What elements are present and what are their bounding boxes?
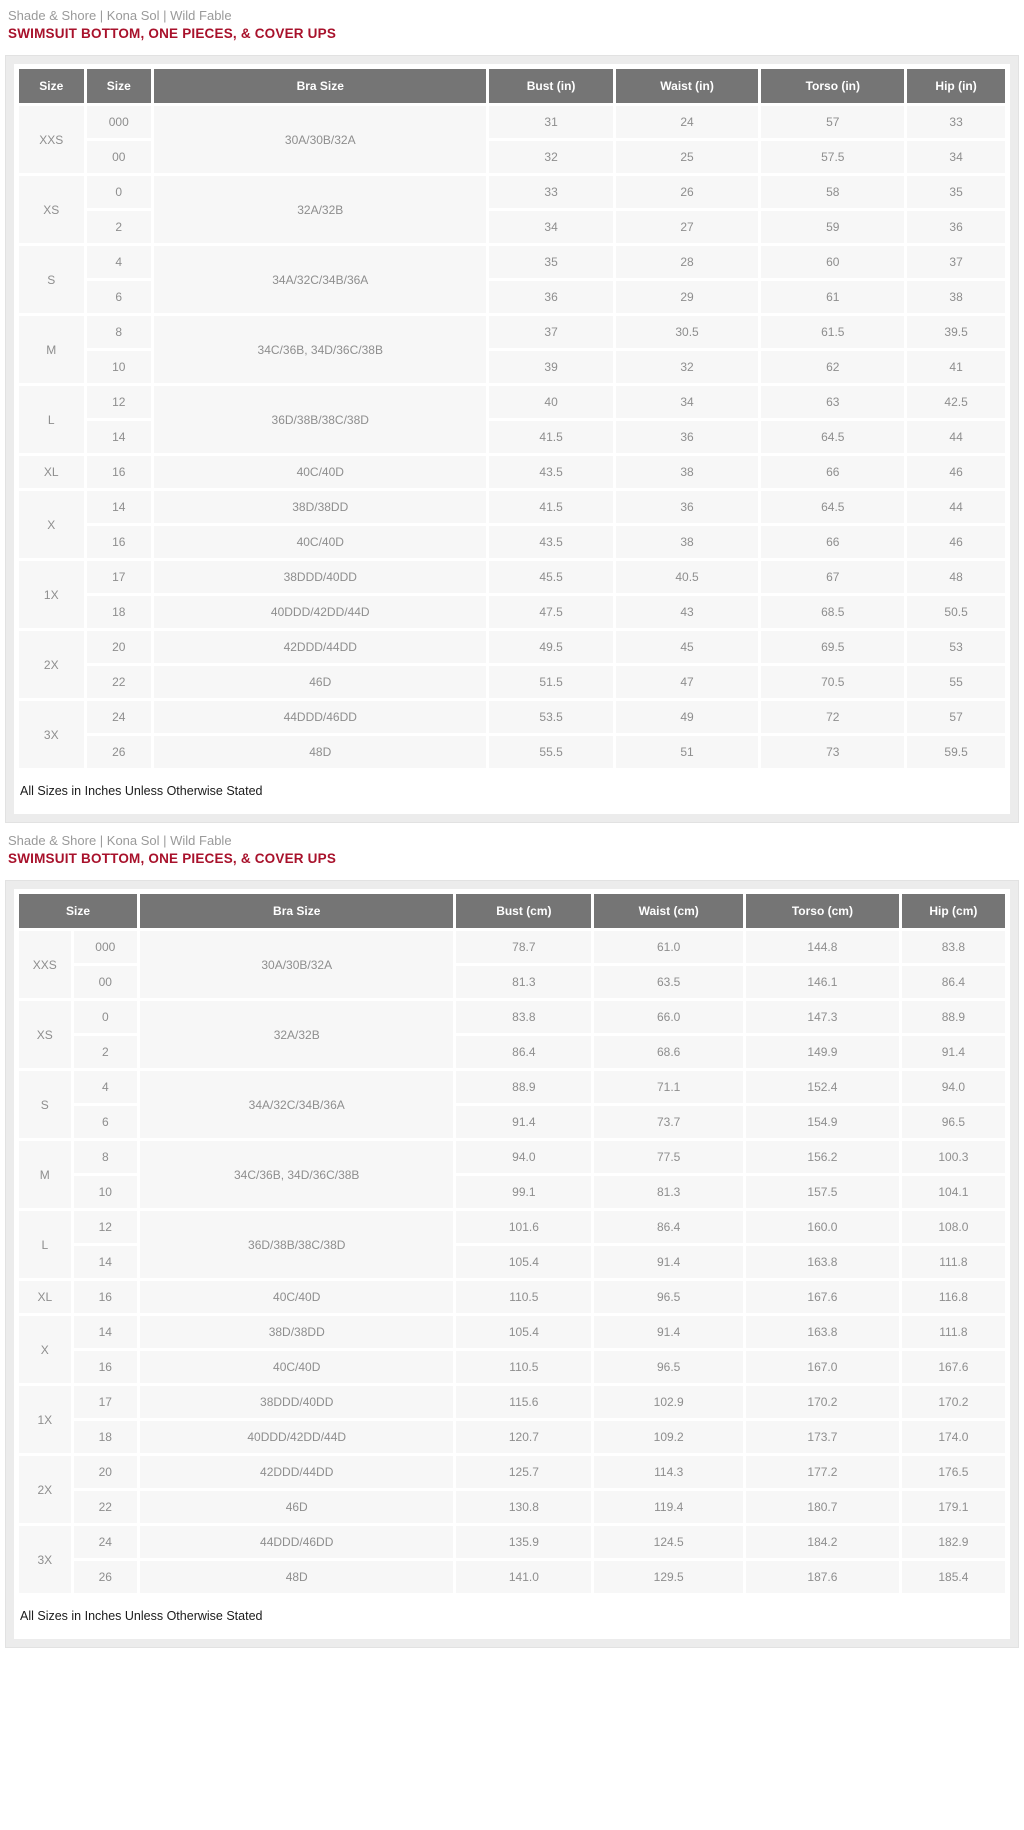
hip-cell: 39.5	[907, 316, 1005, 348]
bra-size-cell: 34A/32C/34B/36A	[154, 246, 486, 313]
bust-cell: 120.7	[456, 1421, 591, 1453]
table-row	[19, 526, 1005, 558]
bust-cell: 110.5	[456, 1351, 591, 1383]
table-row	[19, 561, 1005, 593]
bra-size-cell: 42DDD/44DD	[140, 1456, 453, 1488]
waist-cell: 40.5	[616, 561, 759, 593]
hip-cell: 34	[907, 141, 1005, 173]
waist-cell: 36	[616, 491, 759, 523]
size-number-cell: 17	[74, 1386, 137, 1418]
torso-cell: 64.5	[761, 421, 904, 453]
column-header: Torso (in)	[761, 69, 904, 103]
table-row	[19, 736, 1005, 768]
waist-cell: 119.4	[594, 1491, 743, 1523]
column-header: Size	[19, 894, 137, 928]
bust-cell: 40	[489, 386, 612, 418]
size-number-cell: 14	[87, 421, 152, 453]
torso-cell: 167.0	[746, 1351, 899, 1383]
bust-cell: 31	[489, 106, 612, 138]
bra-size-cell: 38DDD/40DD	[154, 561, 486, 593]
size-letter-cell: 1X	[19, 561, 84, 628]
torso-cell: 146.1	[746, 966, 899, 998]
waist-cell: 63.5	[594, 966, 743, 998]
bust-cell: 49.5	[489, 631, 612, 663]
size-number-cell: 16	[74, 1281, 137, 1313]
waist-cell: 27	[616, 211, 759, 243]
bust-cell: 55.5	[489, 736, 612, 768]
waist-cell: 25	[616, 141, 759, 173]
bust-cell: 105.4	[456, 1246, 591, 1278]
hip-cell: 185.4	[902, 1561, 1005, 1593]
size-number-cell: 10	[74, 1176, 137, 1208]
waist-cell: 129.5	[594, 1561, 743, 1593]
size-number-cell: 4	[87, 246, 152, 278]
torso-cell: 156.2	[746, 1141, 899, 1173]
hip-cell: 88.9	[902, 1001, 1005, 1033]
size-number-cell: 26	[74, 1561, 137, 1593]
hip-cell: 104.1	[902, 1176, 1005, 1208]
table-row	[19, 596, 1005, 628]
hip-cell: 50.5	[907, 596, 1005, 628]
bust-cell: 115.6	[456, 1386, 591, 1418]
size-table-mount-cm	[16, 891, 1008, 1596]
column-header: Bust (cm)	[456, 894, 591, 928]
torso-cell: 61	[761, 281, 904, 313]
bust-cell: 86.4	[456, 1036, 591, 1068]
header-row	[19, 894, 1005, 928]
size-letter-cell: L	[19, 386, 84, 453]
size-letter-cell: XS	[19, 1001, 71, 1068]
bra-size-cell: 32A/32B	[154, 176, 486, 243]
waist-cell: 36	[616, 421, 759, 453]
waist-cell: 73.7	[594, 1106, 743, 1138]
torso-cell: 67	[761, 561, 904, 593]
waist-cell: 26	[616, 176, 759, 208]
hip-cell: 94.0	[902, 1071, 1005, 1103]
table-row	[19, 1211, 1005, 1243]
bust-cell: 125.7	[456, 1456, 591, 1488]
hip-cell: 182.9	[902, 1526, 1005, 1558]
size-number-cell: 0	[87, 176, 152, 208]
page-title: SWIMSUIT BOTTOM, ONE PIECES, & COVER UPS	[8, 851, 337, 866]
table-row	[19, 491, 1005, 523]
hip-cell: 174.0	[902, 1421, 1005, 1453]
hip-cell: 57	[907, 701, 1005, 733]
size-number-cell: 00	[74, 966, 137, 998]
bra-size-cell: 46D	[140, 1491, 453, 1523]
column-header: Waist (in)	[616, 69, 759, 103]
torso-cell: 60	[761, 246, 904, 278]
size-number-cell: 22	[87, 666, 152, 698]
torso-cell: 66	[761, 526, 904, 558]
hip-cell: 167.6	[902, 1351, 1005, 1383]
waist-cell: 114.3	[594, 1456, 743, 1488]
bust-cell: 91.4	[456, 1106, 591, 1138]
bust-cell: 141.0	[456, 1561, 591, 1593]
size-number-cell: 000	[87, 106, 152, 138]
hip-cell: 38	[907, 281, 1005, 313]
bust-cell: 35	[489, 246, 612, 278]
bra-size-cell: 40C/40D	[140, 1351, 453, 1383]
torso-cell: 66	[761, 456, 904, 488]
table-row	[19, 1456, 1005, 1488]
bra-size-cell: 40DDD/42DD/44D	[140, 1421, 453, 1453]
brand-breadcrumb: Shade & Shore | Kona Sol | Wild Fable	[8, 8, 232, 23]
bust-cell: 78.7	[456, 931, 591, 963]
size-chart-section-inches	[0, 8, 1024, 823]
size-chart-section-cm	[0, 833, 1024, 1648]
table-row	[19, 1141, 1005, 1173]
waist-cell: 49	[616, 701, 759, 733]
size-number-cell: 6	[87, 281, 152, 313]
size-number-cell: 000	[74, 931, 137, 963]
size-number-cell: 24	[87, 701, 152, 733]
waist-cell: 51	[616, 736, 759, 768]
table-row	[19, 386, 1005, 418]
size-letter-cell: XXS	[19, 931, 71, 998]
size-table-mount-inches	[16, 66, 1008, 771]
column-header: Hip (cm)	[902, 894, 1005, 928]
torso-cell: 160.0	[746, 1211, 899, 1243]
page-title: SWIMSUIT BOTTOM, ONE PIECES, & COVER UPS	[8, 26, 337, 41]
bust-cell: 41.5	[489, 421, 612, 453]
bra-size-cell: 30A/30B/32A	[154, 106, 486, 173]
waist-cell: 43	[616, 596, 759, 628]
hip-cell: 36	[907, 211, 1005, 243]
size-number-cell: 24	[74, 1526, 137, 1558]
waist-cell: 24	[616, 106, 759, 138]
torso-cell: 187.6	[746, 1561, 899, 1593]
bust-cell: 34	[489, 211, 612, 243]
hip-cell: 179.1	[902, 1491, 1005, 1523]
size-letter-cell: XS	[19, 176, 84, 243]
waist-cell: 91.4	[594, 1246, 743, 1278]
waist-cell: 102.9	[594, 1386, 743, 1418]
bust-cell: 37	[489, 316, 612, 348]
waist-cell: 77.5	[594, 1141, 743, 1173]
hip-cell: 48	[907, 561, 1005, 593]
size-letter-cell: 3X	[19, 701, 84, 768]
size-letter-cell: XXS	[19, 106, 84, 173]
column-header: Size	[19, 69, 84, 103]
torso-cell: 167.6	[746, 1281, 899, 1313]
size-letter-cell: X	[19, 491, 84, 558]
table-row	[19, 1281, 1005, 1313]
size-letter-cell: 2X	[19, 631, 84, 698]
hip-cell: 53	[907, 631, 1005, 663]
bra-size-cell: 48D	[154, 736, 486, 768]
size-number-cell: 12	[87, 386, 152, 418]
bust-cell: 83.8	[456, 1001, 591, 1033]
bra-size-cell: 40DDD/42DD/44D	[154, 596, 486, 628]
column-header: Waist (cm)	[594, 894, 743, 928]
size-letter-cell: XL	[19, 1281, 71, 1313]
size-number-cell: 8	[87, 316, 152, 348]
torso-cell: 147.3	[746, 1001, 899, 1033]
bra-size-cell: 44DDD/46DD	[154, 701, 486, 733]
hip-cell: 55	[907, 666, 1005, 698]
bust-cell: 88.9	[456, 1071, 591, 1103]
table-row	[19, 1316, 1005, 1348]
size-letter-cell: XL	[19, 456, 84, 488]
bust-cell: 53.5	[489, 701, 612, 733]
table-row	[19, 316, 1005, 348]
table-row	[19, 1071, 1005, 1103]
brand-breadcrumb: Shade & Shore | Kona Sol | Wild Fable	[8, 833, 232, 848]
waist-cell: 68.6	[594, 1036, 743, 1068]
waist-cell: 86.4	[594, 1211, 743, 1243]
torso-cell: 57.5	[761, 141, 904, 173]
torso-cell: 180.7	[746, 1491, 899, 1523]
waist-cell: 38	[616, 456, 759, 488]
table-row	[19, 1526, 1005, 1558]
bra-size-cell: 32A/32B	[140, 1001, 453, 1068]
waist-cell: 32	[616, 351, 759, 383]
table-container	[14, 889, 1010, 1639]
size-letter-cell: S	[19, 1071, 71, 1138]
size-number-cell: 22	[74, 1491, 137, 1523]
size-letter-cell: M	[19, 1141, 71, 1208]
hip-cell: 86.4	[902, 966, 1005, 998]
waist-cell: 66.0	[594, 1001, 743, 1033]
size-letter-cell: X	[19, 1316, 71, 1383]
hip-cell: 37	[907, 246, 1005, 278]
waist-cell: 29	[616, 281, 759, 313]
hip-cell: 44	[907, 491, 1005, 523]
size-letter-cell: 2X	[19, 1456, 71, 1523]
waist-cell: 28	[616, 246, 759, 278]
sizes-note: All Sizes in Inches Unless Otherwise Stated	[16, 771, 1008, 814]
bust-cell: 41.5	[489, 491, 612, 523]
column-header: Torso (cm)	[746, 894, 899, 928]
table-row	[19, 1351, 1005, 1383]
bust-cell: 45.5	[489, 561, 612, 593]
size-letter-cell: 3X	[19, 1526, 71, 1593]
bust-cell: 51.5	[489, 666, 612, 698]
hip-cell: 111.8	[902, 1316, 1005, 1348]
hip-cell: 35	[907, 176, 1005, 208]
size-letter-cell: S	[19, 246, 84, 313]
bust-cell: 94.0	[456, 1141, 591, 1173]
column-header: Size	[87, 69, 152, 103]
hip-cell: 33	[907, 106, 1005, 138]
waist-cell: 109.2	[594, 1421, 743, 1453]
torso-cell: 173.7	[746, 1421, 899, 1453]
size-letter-cell: L	[19, 1211, 71, 1278]
table-row	[19, 1491, 1005, 1523]
bust-cell: 110.5	[456, 1281, 591, 1313]
waist-cell: 34	[616, 386, 759, 418]
size-number-cell: 14	[74, 1246, 137, 1278]
bust-cell: 43.5	[489, 456, 612, 488]
size-letter-cell: 1X	[19, 1386, 71, 1453]
hip-cell: 176.5	[902, 1456, 1005, 1488]
bust-cell: 99.1	[456, 1176, 591, 1208]
size-number-cell: 10	[87, 351, 152, 383]
bust-cell: 43.5	[489, 526, 612, 558]
hip-cell: 83.8	[902, 931, 1005, 963]
hip-cell: 42.5	[907, 386, 1005, 418]
size-number-cell: 8	[74, 1141, 137, 1173]
torso-cell: 72	[761, 701, 904, 733]
size-number-cell: 00	[87, 141, 152, 173]
bust-cell: 32	[489, 141, 612, 173]
waist-cell: 96.5	[594, 1281, 743, 1313]
size-letter-cell: M	[19, 316, 84, 383]
bra-size-cell: 38D/38DD	[140, 1316, 453, 1348]
column-header: Hip (in)	[907, 69, 1005, 103]
bust-cell: 81.3	[456, 966, 591, 998]
torso-cell: 170.2	[746, 1386, 899, 1418]
hip-cell: 111.8	[902, 1246, 1005, 1278]
table-row	[19, 1386, 1005, 1418]
bra-size-cell: 34C/36B, 34D/36C/38B	[140, 1141, 453, 1208]
size-number-cell: 0	[74, 1001, 137, 1033]
column-header: Bust (in)	[489, 69, 612, 103]
waist-cell: 38	[616, 526, 759, 558]
bra-size-cell: 38D/38DD	[154, 491, 486, 523]
size-number-cell: 26	[87, 736, 152, 768]
size-chart-panel-cm	[5, 880, 1019, 1648]
hip-cell: 46	[907, 456, 1005, 488]
bust-cell: 47.5	[489, 596, 612, 628]
size-number-cell: 17	[87, 561, 152, 593]
bra-size-cell: 36D/38B/38C/38D	[140, 1211, 453, 1278]
torso-cell: 152.4	[746, 1071, 899, 1103]
torso-cell: 73	[761, 736, 904, 768]
bust-cell: 39	[489, 351, 612, 383]
waist-cell: 61.0	[594, 931, 743, 963]
table-row	[19, 456, 1005, 488]
size-chart-table-in	[16, 66, 1008, 771]
torso-cell: 177.2	[746, 1456, 899, 1488]
hip-cell: 116.8	[902, 1281, 1005, 1313]
bra-size-cell: 34C/36B, 34D/36C/38B	[154, 316, 486, 383]
table-row	[19, 106, 1005, 138]
torso-cell: 69.5	[761, 631, 904, 663]
size-number-cell: 2	[87, 211, 152, 243]
size-number-cell: 16	[87, 456, 152, 488]
table-row	[19, 631, 1005, 663]
torso-cell: 163.8	[746, 1316, 899, 1348]
bra-size-cell: 42DDD/44DD	[154, 631, 486, 663]
bra-size-cell: 38DDD/40DD	[140, 1386, 453, 1418]
bra-size-cell: 36D/38B/38C/38D	[154, 386, 486, 453]
bust-cell: 130.8	[456, 1491, 591, 1523]
bust-cell: 36	[489, 281, 612, 313]
size-chart-panel-inches	[5, 55, 1019, 823]
torso-cell: 70.5	[761, 666, 904, 698]
size-number-cell: 16	[87, 526, 152, 558]
size-number-cell: 14	[74, 1316, 137, 1348]
bust-cell: 33	[489, 176, 612, 208]
torso-cell: 59	[761, 211, 904, 243]
bust-cell: 101.6	[456, 1211, 591, 1243]
hip-cell: 96.5	[902, 1106, 1005, 1138]
size-number-cell: 4	[74, 1071, 137, 1103]
torso-cell: 58	[761, 176, 904, 208]
torso-cell: 157.5	[746, 1176, 899, 1208]
torso-cell: 57	[761, 106, 904, 138]
waist-cell: 96.5	[594, 1351, 743, 1383]
table-row	[19, 176, 1005, 208]
size-number-cell: 12	[74, 1211, 137, 1243]
table-row	[19, 701, 1005, 733]
header-row	[19, 69, 1005, 103]
size-number-cell: 20	[87, 631, 152, 663]
hip-cell: 44	[907, 421, 1005, 453]
bra-size-cell: 34A/32C/34B/36A	[140, 1071, 453, 1138]
hip-cell: 59.5	[907, 736, 1005, 768]
torso-cell: 61.5	[761, 316, 904, 348]
sizes-note: All Sizes in Inches Unless Otherwise Stated	[16, 1596, 1008, 1639]
torso-cell: 184.2	[746, 1526, 899, 1558]
table-row	[19, 1561, 1005, 1593]
size-number-cell: 6	[74, 1106, 137, 1138]
hip-cell: 91.4	[902, 1036, 1005, 1068]
bra-size-cell: 44DDD/46DD	[140, 1526, 453, 1558]
table-container	[14, 64, 1010, 814]
torso-cell: 62	[761, 351, 904, 383]
bust-cell: 135.9	[456, 1526, 591, 1558]
size-number-cell: 18	[87, 596, 152, 628]
table-row	[19, 666, 1005, 698]
size-number-cell: 14	[87, 491, 152, 523]
hip-cell: 108.0	[902, 1211, 1005, 1243]
bra-size-cell: 30A/30B/32A	[140, 931, 453, 998]
column-header: Bra Size	[154, 69, 486, 103]
size-number-cell: 20	[74, 1456, 137, 1488]
waist-cell: 45	[616, 631, 759, 663]
waist-cell: 71.1	[594, 1071, 743, 1103]
waist-cell: 124.5	[594, 1526, 743, 1558]
waist-cell: 47	[616, 666, 759, 698]
hip-cell: 41	[907, 351, 1005, 383]
waist-cell: 81.3	[594, 1176, 743, 1208]
bra-size-cell: 40C/40D	[154, 456, 486, 488]
torso-cell: 144.8	[746, 931, 899, 963]
column-header: Bra Size	[140, 894, 453, 928]
hip-cell: 46	[907, 526, 1005, 558]
torso-cell: 68.5	[761, 596, 904, 628]
size-number-cell: 2	[74, 1036, 137, 1068]
size-chart-table-cm	[16, 891, 1008, 1596]
torso-cell: 149.9	[746, 1036, 899, 1068]
torso-cell: 63	[761, 386, 904, 418]
waist-cell: 91.4	[594, 1316, 743, 1348]
bra-size-cell: 48D	[140, 1561, 453, 1593]
size-number-cell: 18	[74, 1421, 137, 1453]
torso-cell: 163.8	[746, 1246, 899, 1278]
waist-cell: 30.5	[616, 316, 759, 348]
hip-cell: 100.3	[902, 1141, 1005, 1173]
bust-cell: 105.4	[456, 1316, 591, 1348]
table-row	[19, 1421, 1005, 1453]
table-row	[19, 1001, 1005, 1033]
table-row	[19, 246, 1005, 278]
torso-cell: 154.9	[746, 1106, 899, 1138]
bra-size-cell: 46D	[154, 666, 486, 698]
bra-size-cell: 40C/40D	[154, 526, 486, 558]
torso-cell: 64.5	[761, 491, 904, 523]
table-row	[19, 931, 1005, 963]
hip-cell: 170.2	[902, 1386, 1005, 1418]
bra-size-cell: 40C/40D	[140, 1281, 453, 1313]
size-number-cell: 16	[74, 1351, 137, 1383]
